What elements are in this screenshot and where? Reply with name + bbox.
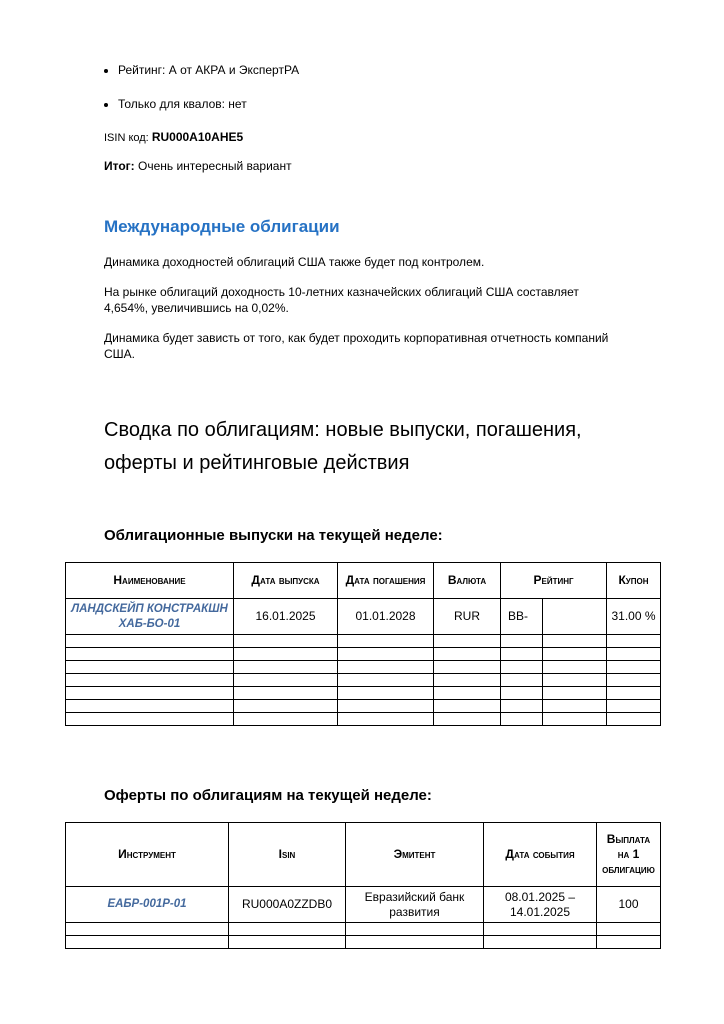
empty-cell (338, 674, 434, 687)
result-label: Итог: (104, 159, 135, 173)
issues-cell-name: ЛАНДСКЕЙП КОНСТРАКШН ХАБ-БО-01 (66, 599, 234, 635)
empty-cell (66, 713, 234, 726)
issues-header-name: Наименование (66, 563, 234, 599)
empty-cell (607, 713, 661, 726)
offers-table-header-row (66, 823, 661, 887)
empty-cell (434, 674, 501, 687)
paragraph-dynamics: Динамика доходностей облигаций США также будет под контролем. (104, 255, 485, 269)
paragraph-treasury-yield: На рынке облигаций доходность 10-летних казначейских облигаций США составляет 4,654%, увеличившись на 0,02%. (104, 285, 579, 315)
isin-label: ISIN код: (104, 132, 149, 144)
empty-cell (501, 635, 543, 648)
empty-cell (66, 923, 229, 936)
empty-cell (234, 648, 338, 661)
empty-cell (229, 936, 346, 949)
issues-header-coupon: Купон (607, 563, 661, 599)
offers-header-payment: Выплата на 1 облигацию (597, 823, 661, 887)
empty-cell (501, 674, 543, 687)
empty-cell (234, 635, 338, 648)
empty-cell (66, 648, 234, 661)
issues-header-maturity-date: Дата погашения (338, 563, 434, 599)
empty-cell (229, 923, 346, 936)
empty-cell (338, 713, 434, 726)
issues-cell-maturity-date: 01.01.2028 (338, 599, 434, 635)
empty-cell (346, 923, 484, 936)
empty-cell (543, 661, 607, 674)
empty-cell (66, 661, 234, 674)
empty-cell (346, 936, 484, 949)
issues-table-empty-row (66, 700, 661, 713)
offers-header-isin: Isin (229, 823, 346, 887)
offers-cell-instrument: ЕАБР-001Р-01 (66, 887, 229, 923)
empty-cell (543, 674, 607, 687)
empty-cell (607, 661, 661, 674)
issues-cell-currency: RUR (434, 599, 501, 635)
paragraph-corporate-reports: Динамика будет зависть от того, как будет проходить корпоративная отчетность компаний США. (104, 331, 609, 361)
empty-cell (501, 648, 543, 661)
issues-table-empty-row (66, 648, 661, 661)
heading-issues-table: Облигационные выпуски на текущей неделе: (104, 527, 443, 544)
empty-cell (501, 687, 543, 700)
empty-cell (338, 687, 434, 700)
empty-cell (234, 700, 338, 713)
issues-cell-rating: BB- (501, 599, 543, 635)
heading-bond-summary: Сводка по облигациям: новые выпуски, погашения, оферты и рейтинговые действия (104, 419, 582, 474)
offers-cell-issuer: Евразийский банк развития (346, 887, 484, 923)
empty-cell (66, 635, 234, 648)
empty-cell (434, 700, 501, 713)
intro-bullet-list (104, 62, 660, 112)
empty-cell (543, 687, 607, 700)
issues-cell-rating-extra (543, 599, 607, 635)
result-line (104, 158, 660, 174)
issues-table-empty-row (66, 661, 661, 674)
issues-table-data-row (66, 599, 661, 635)
empty-cell (338, 635, 434, 648)
empty-cell (484, 923, 597, 936)
empty-cell (434, 648, 501, 661)
issues-table-empty-row (66, 674, 661, 687)
empty-cell (501, 713, 543, 726)
empty-cell (434, 661, 501, 674)
heading-offers-table: Оферты по облигациям на текущей неделе: (104, 787, 432, 804)
offers-header-instrument: Инструмент (66, 823, 229, 887)
empty-cell (66, 936, 229, 949)
isin-line (104, 130, 660, 146)
issues-header-issue-date: Дата выпуска (234, 563, 338, 599)
offers-cell-event-date: 08.01.2025 – 14.01.2025 (484, 887, 597, 923)
empty-cell (66, 674, 234, 687)
empty-cell (234, 687, 338, 700)
offers-cell-payment: 100 (597, 887, 661, 923)
isin-value: RU000A10AHE5 (151, 130, 244, 144)
offers-cell-isin: RU000A0ZZDB0 (229, 887, 346, 923)
empty-cell (607, 674, 661, 687)
empty-cell (234, 661, 338, 674)
issues-header-rating: Рейтинг (501, 563, 607, 599)
issues-header-currency: Валюта (434, 563, 501, 599)
empty-cell (607, 635, 661, 648)
empty-cell (338, 661, 434, 674)
empty-cell (607, 648, 661, 661)
empty-cell (543, 635, 607, 648)
offers-table-empty-row (66, 923, 661, 936)
empty-cell (434, 687, 501, 700)
offers-table-empty-row (66, 936, 661, 949)
bullet-item-rating: • Рейтинг: А от АКРА и ЭкспертРА (118, 62, 660, 78)
offers-table (65, 822, 661, 949)
empty-cell (66, 700, 234, 713)
empty-cell (597, 923, 661, 936)
issues-cell-issue-date: 16.01.2025 (234, 599, 338, 635)
empty-cell (607, 687, 661, 700)
heading-international-bonds: Международные облигации (104, 217, 340, 236)
issues-cell-coupon: 31.00 % (607, 599, 661, 635)
empty-cell (501, 700, 543, 713)
empty-cell (338, 700, 434, 713)
offers-header-issuer: Эмитент (346, 823, 484, 887)
issues-table-header-row (66, 563, 661, 599)
result-value: Очень интересный вариант (134, 159, 292, 173)
empty-cell (501, 661, 543, 674)
issues-table-empty-row (66, 713, 661, 726)
empty-cell (66, 687, 234, 700)
empty-cell (434, 713, 501, 726)
empty-cell (543, 700, 607, 713)
bullet-item-quals: • Только для квалов: нет (118, 96, 660, 112)
offers-header-event-date: Дата события (484, 823, 597, 887)
offers-table-data-row (66, 887, 661, 923)
empty-cell (597, 936, 661, 949)
empty-cell (234, 674, 338, 687)
empty-cell (338, 648, 434, 661)
empty-cell (543, 648, 607, 661)
issues-table-empty-row (66, 635, 661, 648)
issues-table-empty-row (66, 687, 661, 700)
empty-cell (543, 713, 607, 726)
empty-cell (434, 635, 501, 648)
issues-table (65, 562, 661, 726)
empty-cell (607, 700, 661, 713)
empty-cell (484, 936, 597, 949)
empty-cell (234, 713, 338, 726)
